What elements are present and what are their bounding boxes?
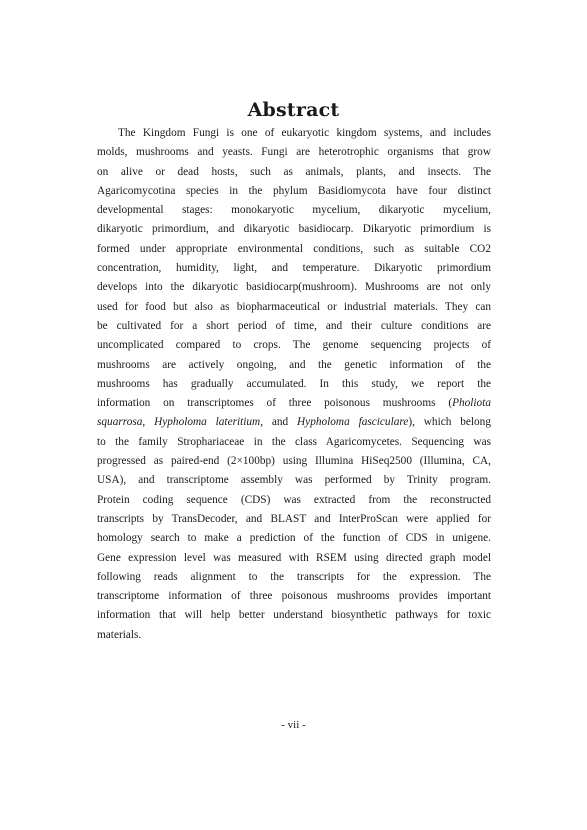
abstract-line: The Kingdom Fungi is one of eukaryotic kingdom systems, and includes bbox=[118, 127, 491, 139]
abstract-line: Gene expression level was measured with RSEM using directed graph model bbox=[97, 551, 491, 564]
abstract-line: progressed as paired-end (2×100bp) using Illumina HiSeq2500 (Illumina, CA, bbox=[97, 455, 491, 468]
species-name: Hypholoma fasciculare bbox=[297, 416, 409, 429]
abstract-line: be cultivated for a short period of time, and their culture conditions are bbox=[97, 319, 491, 332]
line-text: information on transcriptomes of three poisonous mushrooms ( bbox=[97, 397, 453, 410]
abstract-line: homology search to make a prediction of the function of CDS in unigene. bbox=[97, 532, 491, 545]
abstract-line: molds, mushrooms and yeasts. Fungi are heterotrophic organisms that grow bbox=[97, 146, 491, 159]
abstract-line: develops into the dikaryotic basidiocarp(mushroom). Mushrooms are not only bbox=[97, 281, 491, 294]
abstract-line: mushrooms has gradually accumulated. In this study, we report the bbox=[97, 377, 491, 390]
abstract-line: USA), and transcriptome assembly was performed by Trinity program. bbox=[97, 474, 491, 487]
abstract-line bbox=[97, 394, 491, 413]
abstract-line: uncomplicated compared to crops. The genome sequencing projects of bbox=[97, 339, 491, 352]
species-name: Hypholoma lateritium bbox=[154, 416, 261, 429]
abstract-line: transcripts by TransDecoder, and BLAST and InterProScan were applied for bbox=[97, 512, 491, 525]
abstract-line: on alive or dead hosts, such as animals, plants, and insects. The bbox=[97, 165, 491, 178]
abstract-line: used for food but also as biopharmaceutical or industrial materials. They can bbox=[97, 300, 491, 313]
page-number: - vii - bbox=[281, 719, 306, 731]
abstract-line: following reads alignment to the transcripts for the expression. The bbox=[97, 570, 491, 583]
abstract-line: mushrooms are actively ongoing, and the genetic information of the bbox=[97, 358, 491, 371]
line-text: , and bbox=[260, 416, 298, 429]
species-name: squarrosa bbox=[97, 416, 143, 429]
abstract-title: Abstract bbox=[247, 99, 340, 121]
abstract-line bbox=[97, 413, 491, 432]
abstract-line: information that will help better understand biosynthetic pathways for toxic bbox=[97, 609, 491, 622]
abstract-line: formed under appropriate environmental conditions, such as suitable CO2 bbox=[97, 242, 491, 255]
line-text: ), which bbox=[408, 416, 452, 429]
abstract-line: transcriptome information of three poisonous mushrooms provides important bbox=[97, 590, 491, 603]
species-name: Pholiota bbox=[452, 397, 491, 410]
abstract-line: materials. bbox=[97, 628, 142, 641]
abstract-line: Agaricomycotina species in the phylum Basidiomycota have four distinct bbox=[97, 184, 491, 197]
abstract-body bbox=[97, 124, 491, 645]
line-text: belong bbox=[460, 416, 491, 429]
abstract-line: developmental stages: monokaryotic mycelium, dikaryotic mycelium, bbox=[97, 204, 491, 217]
abstract-line: concentration, humidity, light, and temperature. Dikaryotic primordium bbox=[97, 262, 491, 275]
abstract-line: to the family Strophariaceae in the class Agaricomycetes. Sequencing was bbox=[97, 435, 491, 448]
abstract-line: Protein coding sequence (CDS) was extracted from the reconstructed bbox=[97, 493, 491, 506]
abstract-line: dikaryotic primordium, and dikaryotic basidiocarp. Dikaryotic primordium is bbox=[97, 223, 491, 236]
line-text: , bbox=[142, 416, 155, 429]
